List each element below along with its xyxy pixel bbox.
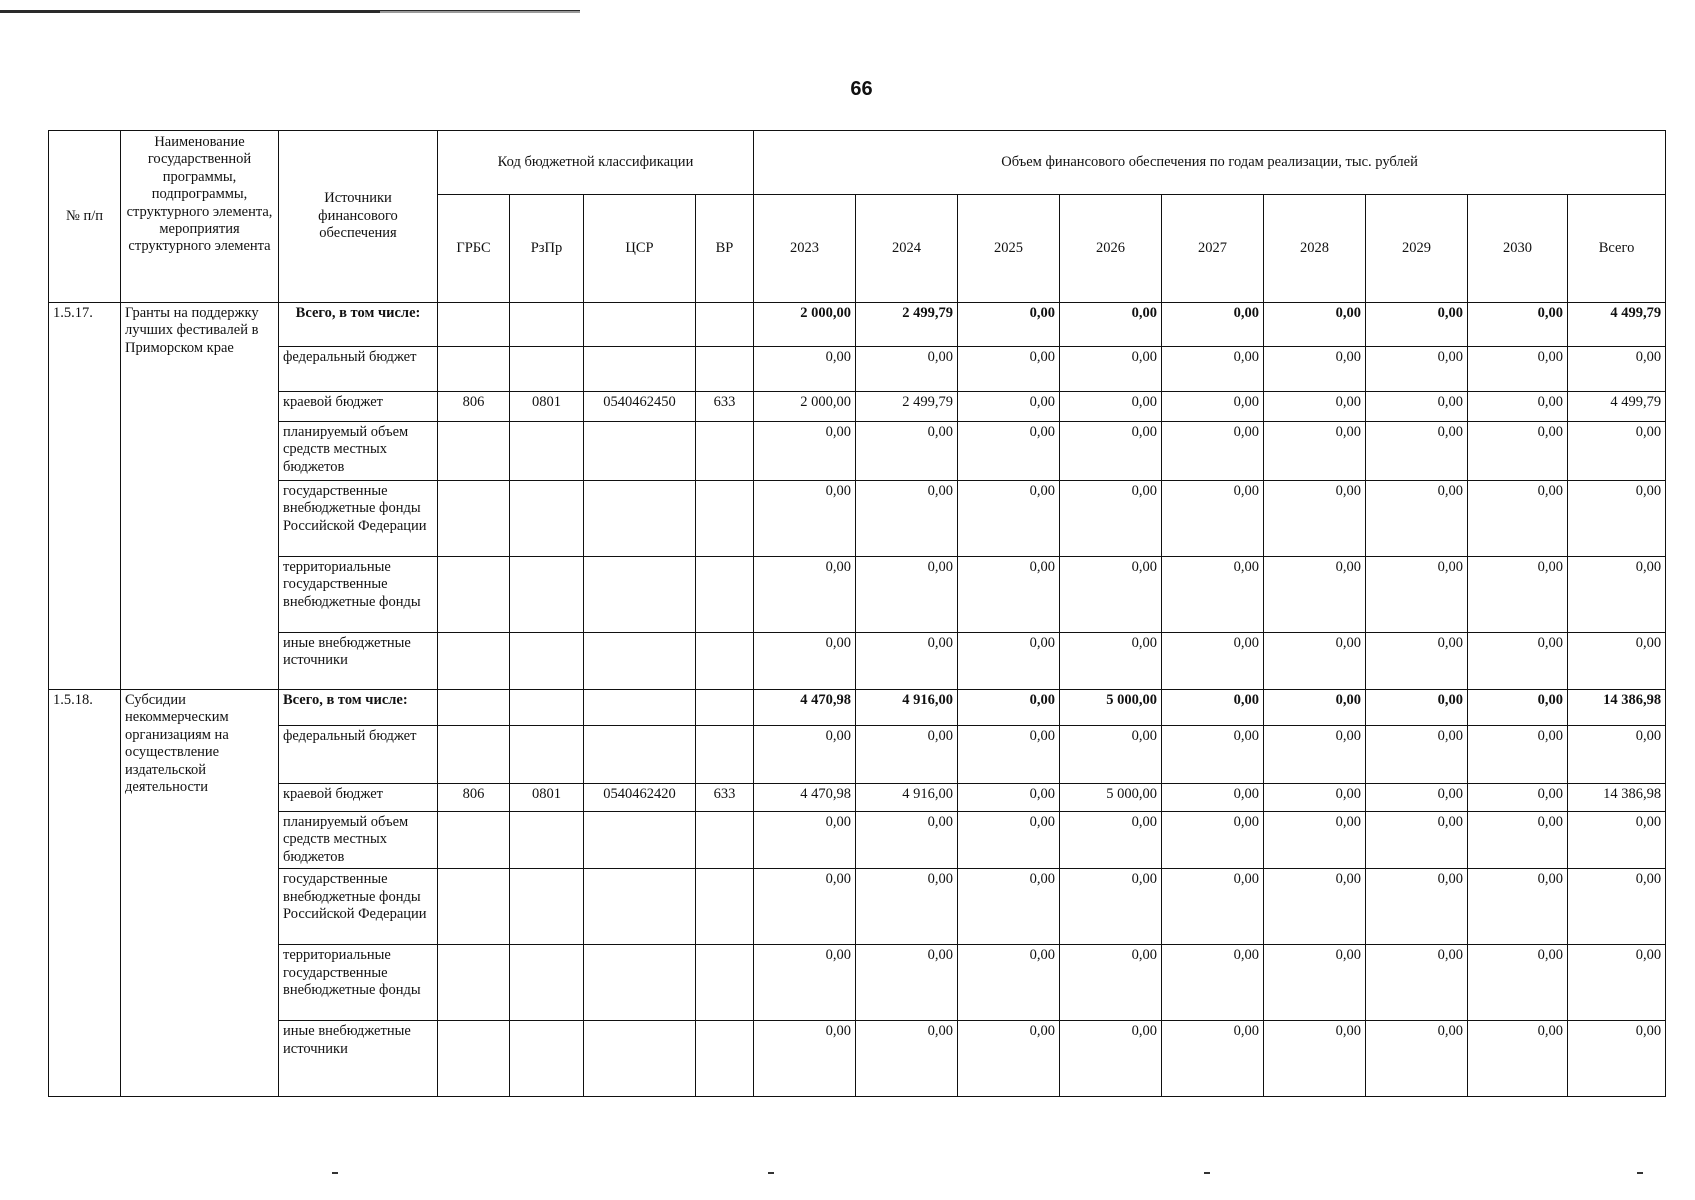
value-2023-cell: 0,00	[754, 945, 856, 1021]
value-2027-cell: 0,00	[1162, 812, 1264, 869]
value-total-cell: 14 386,98	[1568, 784, 1666, 812]
value-2023-cell: 2 000,00	[754, 303, 856, 347]
value-2028-cell: 0,00	[1264, 784, 1366, 812]
value-2027-cell: 0,00	[1162, 690, 1264, 726]
value-2025-cell: 0,00	[958, 784, 1060, 812]
value-total-cell: 0,00	[1568, 812, 1666, 869]
value-2028-cell: 0,00	[1264, 481, 1366, 557]
value-2024-cell: 0,00	[856, 481, 958, 557]
value-2027-cell: 0,00	[1162, 869, 1264, 945]
value-2024-cell: 4 916,00	[856, 690, 958, 726]
source-cell: Всего, в том числе:	[279, 690, 438, 726]
value-2030-cell: 0,00	[1468, 726, 1568, 784]
value-2030-cell: 0,00	[1468, 945, 1568, 1021]
value-2025-cell: 0,00	[958, 812, 1060, 869]
value-2025-cell: 0,00	[958, 422, 1060, 481]
header-rzpr: РзПр	[510, 195, 584, 303]
header-sources: Источники финансового обеспечения	[279, 131, 438, 303]
scan-edge-line-fade	[380, 11, 580, 13]
value-2023-cell: 0,00	[754, 812, 856, 869]
value-2029-cell: 0,00	[1366, 633, 1468, 690]
code-csr-cell	[584, 303, 696, 347]
value-2025-cell: 0,00	[958, 481, 1060, 557]
value-total-cell: 0,00	[1568, 869, 1666, 945]
value-2025-cell: 0,00	[958, 392, 1060, 422]
value-2030-cell: 0,00	[1468, 481, 1568, 557]
source-cell: федеральный бюджет	[279, 726, 438, 784]
code-rzpr-cell	[510, 347, 584, 392]
header-vr: ВР	[696, 195, 754, 303]
source-cell: планируемый объем средств местных бюджетов	[279, 422, 438, 481]
code-vr-cell: 633	[696, 392, 754, 422]
code-csr-cell	[584, 422, 696, 481]
code-grbs-cell	[438, 422, 510, 481]
value-2024-cell: 0,00	[856, 347, 958, 392]
value-2024-cell: 4 916,00	[856, 784, 958, 812]
value-2027-cell: 0,00	[1162, 422, 1264, 481]
section-number: 1.5.17.	[49, 303, 121, 690]
code-rzpr-cell	[510, 945, 584, 1021]
scan-mark	[768, 1172, 774, 1174]
value-total-cell: 0,00	[1568, 422, 1666, 481]
header-csr: ЦСР	[584, 195, 696, 303]
code-rzpr-cell	[510, 303, 584, 347]
value-2024-cell: 0,00	[856, 422, 958, 481]
value-2024-cell: 2 499,79	[856, 303, 958, 347]
header-year-2029: 2029	[1366, 195, 1468, 303]
code-grbs-cell	[438, 812, 510, 869]
value-2028-cell: 0,00	[1264, 690, 1366, 726]
value-total-cell: 0,00	[1568, 726, 1666, 784]
code-csr-cell	[584, 945, 696, 1021]
value-2025-cell: 0,00	[958, 303, 1060, 347]
value-2026-cell: 0,00	[1060, 1021, 1162, 1097]
value-2025-cell: 0,00	[958, 726, 1060, 784]
code-csr-cell: 0540462420	[584, 784, 696, 812]
value-total-cell: 4 499,79	[1568, 392, 1666, 422]
value-2029-cell: 0,00	[1366, 869, 1468, 945]
code-rzpr-cell	[510, 633, 584, 690]
value-2027-cell: 0,00	[1162, 347, 1264, 392]
value-2023-cell: 4 470,98	[754, 690, 856, 726]
code-grbs-cell	[438, 945, 510, 1021]
scan-mark	[1637, 1172, 1643, 1174]
value-2029-cell: 0,00	[1366, 784, 1468, 812]
value-2028-cell: 0,00	[1264, 1021, 1366, 1097]
header-budget-code-group: Код бюджетной классификации	[438, 131, 754, 195]
value-2023-cell: 0,00	[754, 422, 856, 481]
code-rzpr-cell: 0801	[510, 784, 584, 812]
scan-mark	[1204, 1172, 1210, 1174]
code-vr-cell	[696, 347, 754, 392]
table-row	[49, 812, 1666, 869]
code-csr-cell	[584, 481, 696, 557]
value-2029-cell: 0,00	[1366, 726, 1468, 784]
header-year-2028: 2028	[1264, 195, 1366, 303]
value-2023-cell: 0,00	[754, 481, 856, 557]
source-cell: планируемый объем средств местных бюджетов	[279, 812, 438, 869]
value-2024-cell: 0,00	[856, 1021, 958, 1097]
value-2030-cell: 0,00	[1468, 690, 1568, 726]
code-vr-cell	[696, 481, 754, 557]
code-vr-cell	[696, 690, 754, 726]
code-vr-cell	[696, 726, 754, 784]
source-cell: территориальные государственные внебюджетные фонды	[279, 557, 438, 633]
code-grbs-cell: 806	[438, 392, 510, 422]
value-2024-cell: 0,00	[856, 869, 958, 945]
section-name: Гранты на поддержку лучших фестивалей в Приморском крае	[121, 303, 279, 690]
header-num: № п/п	[49, 131, 121, 303]
header-year-2024: 2024	[856, 195, 958, 303]
code-csr-cell	[584, 869, 696, 945]
value-2025-cell: 0,00	[958, 945, 1060, 1021]
value-2026-cell: 0,00	[1060, 869, 1162, 945]
value-2026-cell: 5 000,00	[1060, 784, 1162, 812]
value-2028-cell: 0,00	[1264, 633, 1366, 690]
value-2027-cell: 0,00	[1162, 784, 1264, 812]
section-name: Субсидии некоммерческим организациям на осуществление издательской деятельности	[121, 690, 279, 1097]
value-2023-cell: 0,00	[754, 869, 856, 945]
table-body	[49, 303, 1666, 1097]
code-vr-cell	[696, 812, 754, 869]
value-2030-cell: 0,00	[1468, 869, 1568, 945]
value-2029-cell: 0,00	[1366, 392, 1468, 422]
value-2024-cell: 2 499,79	[856, 392, 958, 422]
code-vr-cell	[696, 1021, 754, 1097]
value-2027-cell: 0,00	[1162, 726, 1264, 784]
value-2026-cell: 0,00	[1060, 726, 1162, 784]
value-2026-cell: 0,00	[1060, 347, 1162, 392]
value-2030-cell: 0,00	[1468, 347, 1568, 392]
table-row	[49, 422, 1666, 481]
code-csr-cell: 0540462450	[584, 392, 696, 422]
table-row	[49, 690, 1666, 726]
header-row-top	[49, 131, 1666, 195]
value-2026-cell: 0,00	[1060, 422, 1162, 481]
code-vr-cell: 633	[696, 784, 754, 812]
value-2026-cell: 0,00	[1060, 392, 1162, 422]
value-total-cell: 4 499,79	[1568, 303, 1666, 347]
code-csr-cell	[584, 726, 696, 784]
source-cell: государственные внебюджетные фонды Российской Федерации	[279, 869, 438, 945]
value-2029-cell: 0,00	[1366, 812, 1468, 869]
value-total-cell: 0,00	[1568, 945, 1666, 1021]
table-row	[49, 557, 1666, 633]
source-cell: Всего, в том числе:	[279, 303, 438, 347]
header-financing-group: Объем финансового обеспечения по годам реализации, тыс. рублей	[754, 131, 1666, 195]
value-2027-cell: 0,00	[1162, 481, 1264, 557]
value-2030-cell: 0,00	[1468, 633, 1568, 690]
code-vr-cell	[696, 303, 754, 347]
table-row	[49, 481, 1666, 557]
value-2029-cell: 0,00	[1366, 690, 1468, 726]
source-cell: краевой бюджет	[279, 392, 438, 422]
value-2029-cell: 0,00	[1366, 347, 1468, 392]
value-2028-cell: 0,00	[1264, 812, 1366, 869]
value-2023-cell: 0,00	[754, 1021, 856, 1097]
value-total-cell: 14 386,98	[1568, 690, 1666, 726]
value-2025-cell: 0,00	[958, 557, 1060, 633]
source-cell: иные внебюджетные источники	[279, 633, 438, 690]
code-vr-cell	[696, 945, 754, 1021]
value-2024-cell: 0,00	[856, 726, 958, 784]
code-csr-cell	[584, 633, 696, 690]
table-row	[49, 784, 1666, 812]
value-2026-cell: 0,00	[1060, 303, 1162, 347]
header-total: Всего	[1568, 195, 1666, 303]
source-cell: государственные внебюджетные фонды Российской Федерации	[279, 481, 438, 557]
source-cell: иные внебюджетные источники	[279, 1021, 438, 1097]
value-2029-cell: 0,00	[1366, 422, 1468, 481]
value-2026-cell: 0,00	[1060, 945, 1162, 1021]
value-total-cell: 0,00	[1568, 1021, 1666, 1097]
code-rzpr-cell	[510, 812, 584, 869]
code-grbs-cell: 806	[438, 784, 510, 812]
value-2030-cell: 0,00	[1468, 812, 1568, 869]
header-grbs: ГРБС	[438, 195, 510, 303]
value-2026-cell: 5 000,00	[1060, 690, 1162, 726]
code-rzpr-cell	[510, 481, 584, 557]
code-vr-cell	[696, 422, 754, 481]
code-csr-cell	[584, 347, 696, 392]
table-row	[49, 726, 1666, 784]
code-grbs-cell	[438, 633, 510, 690]
value-2025-cell: 0,00	[958, 347, 1060, 392]
value-2023-cell: 4 470,98	[754, 784, 856, 812]
value-2026-cell: 0,00	[1060, 633, 1162, 690]
code-grbs-cell	[438, 690, 510, 726]
value-2027-cell: 0,00	[1162, 392, 1264, 422]
value-2028-cell: 0,00	[1264, 557, 1366, 633]
value-2026-cell: 0,00	[1060, 812, 1162, 869]
code-vr-cell	[696, 557, 754, 633]
scan-mark	[332, 1172, 338, 1174]
code-csr-cell	[584, 690, 696, 726]
value-2029-cell: 0,00	[1366, 303, 1468, 347]
code-grbs-cell	[438, 1021, 510, 1097]
value-2023-cell: 2 000,00	[754, 392, 856, 422]
budget-table	[48, 130, 1666, 1097]
code-csr-cell	[584, 1021, 696, 1097]
source-cell: краевой бюджет	[279, 784, 438, 812]
value-2029-cell: 0,00	[1366, 557, 1468, 633]
source-cell: территориальные государственные внебюджетные фонды	[279, 945, 438, 1021]
value-2027-cell: 0,00	[1162, 557, 1264, 633]
value-total-cell: 0,00	[1568, 557, 1666, 633]
code-grbs-cell	[438, 557, 510, 633]
value-2028-cell: 0,00	[1264, 303, 1366, 347]
value-2028-cell: 0,00	[1264, 392, 1366, 422]
section-number: 1.5.18.	[49, 690, 121, 1097]
value-2029-cell: 0,00	[1366, 481, 1468, 557]
value-total-cell: 0,00	[1568, 347, 1666, 392]
value-2028-cell: 0,00	[1264, 945, 1366, 1021]
table-row	[49, 347, 1666, 392]
header-year-2026: 2026	[1060, 195, 1162, 303]
value-2026-cell: 0,00	[1060, 557, 1162, 633]
value-2027-cell: 0,00	[1162, 945, 1264, 1021]
table-row	[49, 633, 1666, 690]
value-2024-cell: 0,00	[856, 945, 958, 1021]
value-total-cell: 0,00	[1568, 633, 1666, 690]
header-year-2030: 2030	[1468, 195, 1568, 303]
value-2030-cell: 0,00	[1468, 557, 1568, 633]
code-csr-cell	[584, 557, 696, 633]
code-rzpr-cell	[510, 1021, 584, 1097]
table-row	[49, 303, 1666, 347]
value-2023-cell: 0,00	[754, 633, 856, 690]
code-grbs-cell	[438, 869, 510, 945]
value-2026-cell: 0,00	[1060, 481, 1162, 557]
code-grbs-cell	[438, 481, 510, 557]
source-cell: федеральный бюджет	[279, 347, 438, 392]
code-rzpr-cell	[510, 690, 584, 726]
header-year-2023: 2023	[754, 195, 856, 303]
table-row	[49, 869, 1666, 945]
value-2030-cell: 0,00	[1468, 303, 1568, 347]
table-row	[49, 392, 1666, 422]
code-rzpr-cell	[510, 869, 584, 945]
value-2029-cell: 0,00	[1366, 945, 1468, 1021]
code-grbs-cell	[438, 347, 510, 392]
value-2024-cell: 0,00	[856, 812, 958, 869]
value-2024-cell: 0,00	[856, 633, 958, 690]
value-2027-cell: 0,00	[1162, 303, 1264, 347]
header-year-2027: 2027	[1162, 195, 1264, 303]
value-2030-cell: 0,00	[1468, 1021, 1568, 1097]
value-total-cell: 0,00	[1568, 481, 1666, 557]
value-2027-cell: 0,00	[1162, 633, 1264, 690]
value-2027-cell: 0,00	[1162, 1021, 1264, 1097]
code-vr-cell	[696, 633, 754, 690]
value-2024-cell: 0,00	[856, 557, 958, 633]
value-2029-cell: 0,00	[1366, 1021, 1468, 1097]
value-2025-cell: 0,00	[958, 1021, 1060, 1097]
value-2030-cell: 0,00	[1468, 392, 1568, 422]
value-2023-cell: 0,00	[754, 557, 856, 633]
value-2030-cell: 0,00	[1468, 784, 1568, 812]
table-row	[49, 1021, 1666, 1097]
header-program-name: Наименование государственной программы, подпрограммы, структурного элемента, мероприятия структурного элемента	[121, 131, 279, 303]
value-2023-cell: 0,00	[754, 347, 856, 392]
value-2025-cell: 0,00	[958, 633, 1060, 690]
code-grbs-cell	[438, 726, 510, 784]
value-2023-cell: 0,00	[754, 726, 856, 784]
code-rzpr-cell	[510, 557, 584, 633]
code-vr-cell	[696, 869, 754, 945]
page-number: 66	[850, 78, 873, 100]
value-2030-cell: 0,00	[1468, 422, 1568, 481]
value-2028-cell: 0,00	[1264, 347, 1366, 392]
value-2028-cell: 0,00	[1264, 869, 1366, 945]
code-rzpr-cell	[510, 726, 584, 784]
code-rzpr-cell	[510, 422, 584, 481]
value-2028-cell: 0,00	[1264, 422, 1366, 481]
code-grbs-cell	[438, 303, 510, 347]
header-year-2025: 2025	[958, 195, 1060, 303]
value-2025-cell: 0,00	[958, 690, 1060, 726]
value-2025-cell: 0,00	[958, 869, 1060, 945]
value-2028-cell: 0,00	[1264, 726, 1366, 784]
code-csr-cell	[584, 812, 696, 869]
code-rzpr-cell: 0801	[510, 392, 584, 422]
table-row	[49, 945, 1666, 1021]
